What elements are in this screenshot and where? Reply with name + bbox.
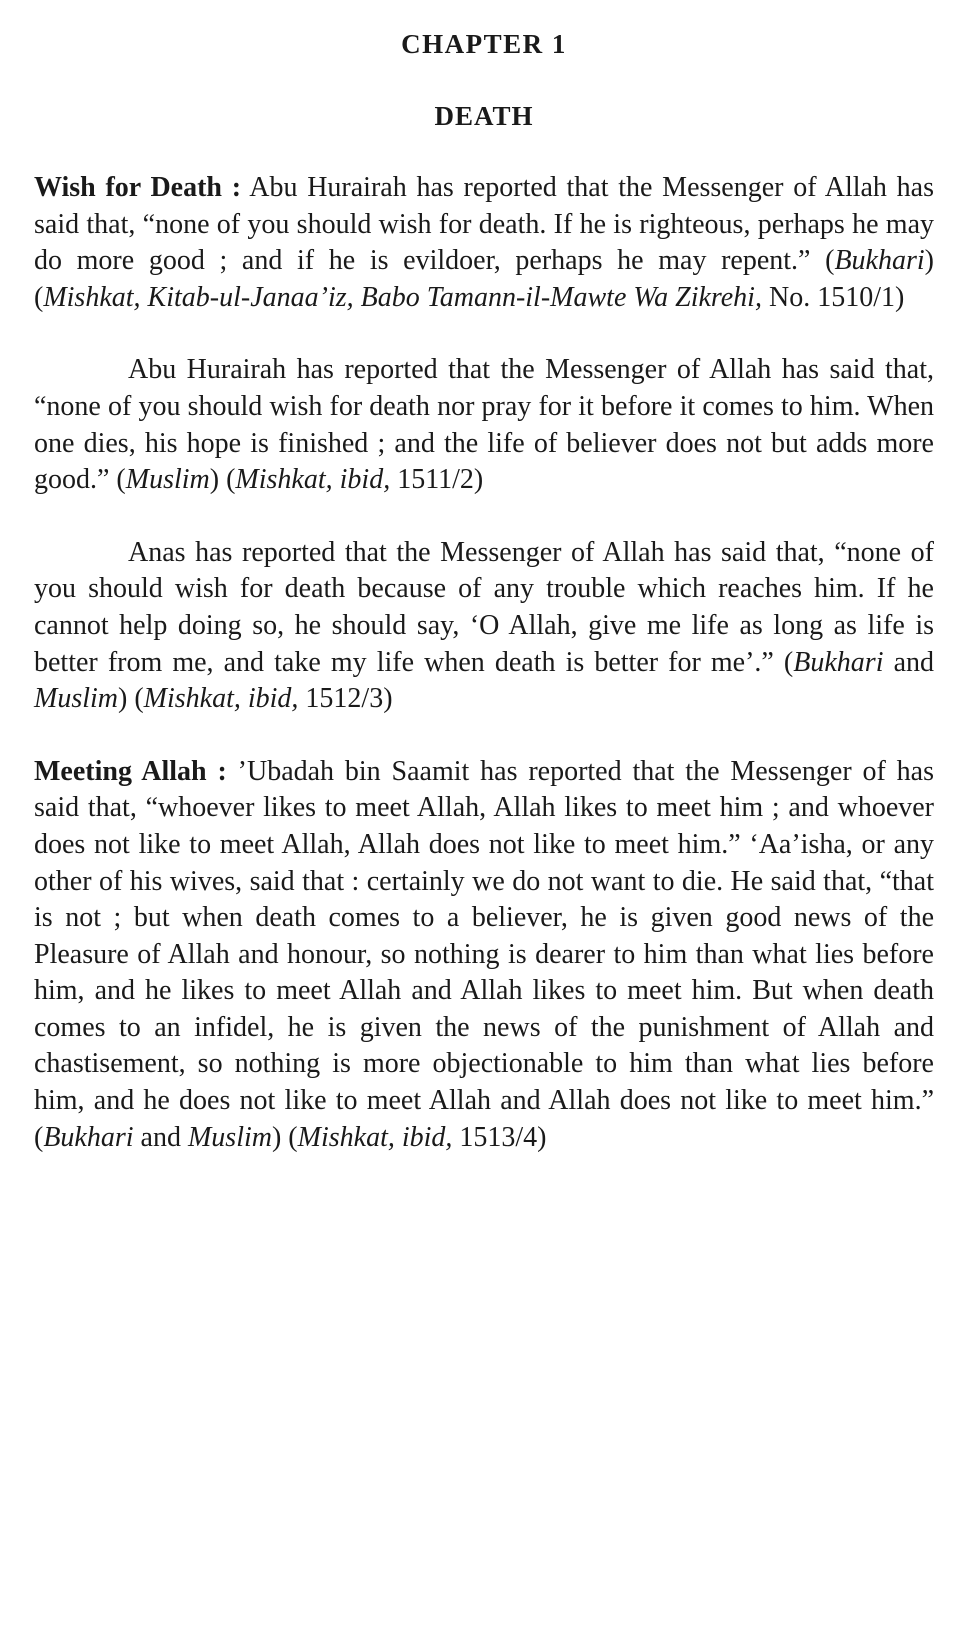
paragraph-abu-hurairah — [34, 352, 934, 498]
reference-number: 1513/4) — [452, 1121, 547, 1153]
paragraph-text: ) ( — [271, 1121, 298, 1153]
paragraph-text: and — [133, 1121, 188, 1153]
reference-citation: Mishkat, ibid, — [297, 1121, 453, 1153]
paragraph-text: Abu Hurairah has reported that the Messenger of Allah has said that, “none of you should wish for death. If he is righteous, perhaps he may do more good ; and if he is evildoer, perhaps he may repent.” ( — [34, 172, 934, 277]
paragraph-anas — [34, 535, 934, 718]
paragraph-wish-for-death — [34, 170, 934, 316]
section-heading: Meeting Allah : — [34, 755, 227, 787]
paragraph-text: Anas has reported that the Messenger of Allah has said that, “none of you should wish for death because of any trouble which reaches him. If he cannot help doing so, he should say, ‘O Allah, give me life as long as life is better from me, and take my life when death is better for me’.” ( — [34, 536, 934, 678]
source-citation: Muslim — [34, 683, 118, 715]
section-heading: Wish for Death : — [34, 172, 242, 203]
book-page — [34, 22, 934, 1156]
reference-number: No. 1510/1) — [761, 281, 905, 313]
source-citation: Bukhari — [834, 245, 925, 277]
reference-citation: Mishkat, Kitab-ul-Janaa’iz, Babo Tamann-il-Mawte Wa Zikrehi, — [43, 281, 762, 313]
paragraph-text: ’Ubadah bin Saamit has reported that the Messenger of has said that, “whoever likes to meet Allah, Allah likes to meet him ; and whoever does not like to meet Allah, Allah does not like to meet him.” ‘Aa’isha, or any other of his wives, said that : certainly we do not want to die. He said that, “that is not ; but when death comes to a believer, he is given good news of the Pleasure of Allah and honour, so nothing is dearer to him than what lies before him, and he likes to meet Allah and Allah likes to meet him. But when death comes to an infidel, he is given the news of the punishment of Allah and chastisement, so nothing is more objectionable to him than what lies before him, and he does not like to meet Allah and Allah does not like to meet him.” ( — [34, 755, 934, 1153]
source-citation: Bukhari — [43, 1121, 134, 1153]
paragraph-text: ) ( — [118, 683, 144, 715]
paragraph-meeting-allah — [34, 754, 934, 1157]
reference-number: 1512/3) — [298, 683, 393, 715]
reference-citation: Mishkat, ibid, — [235, 464, 391, 496]
reference-number: 1511/2) — [390, 464, 484, 496]
source-citation: Muslim — [125, 464, 210, 496]
chapter-title: DEATH — [434, 101, 534, 131]
paragraph-text: Abu Hurairah has reported that the Messenger of Allah has said that, “none of you should wish for death nor pray for it before it comes to him. When one dies, his hope is finished ; and the life of believer does not but adds more good.” ( — [34, 354, 934, 496]
reference-citation: Mishkat, ibid, — [143, 683, 299, 715]
source-citation: Muslim — [187, 1121, 272, 1153]
source-citation: Bukhari — [793, 646, 884, 678]
chapter-number: CHAPTER 1 — [401, 29, 567, 59]
paragraph-text: ) ( — [34, 245, 934, 313]
paragraph-text: ) ( — [209, 464, 236, 496]
paragraph-text: and — [883, 646, 934, 678]
